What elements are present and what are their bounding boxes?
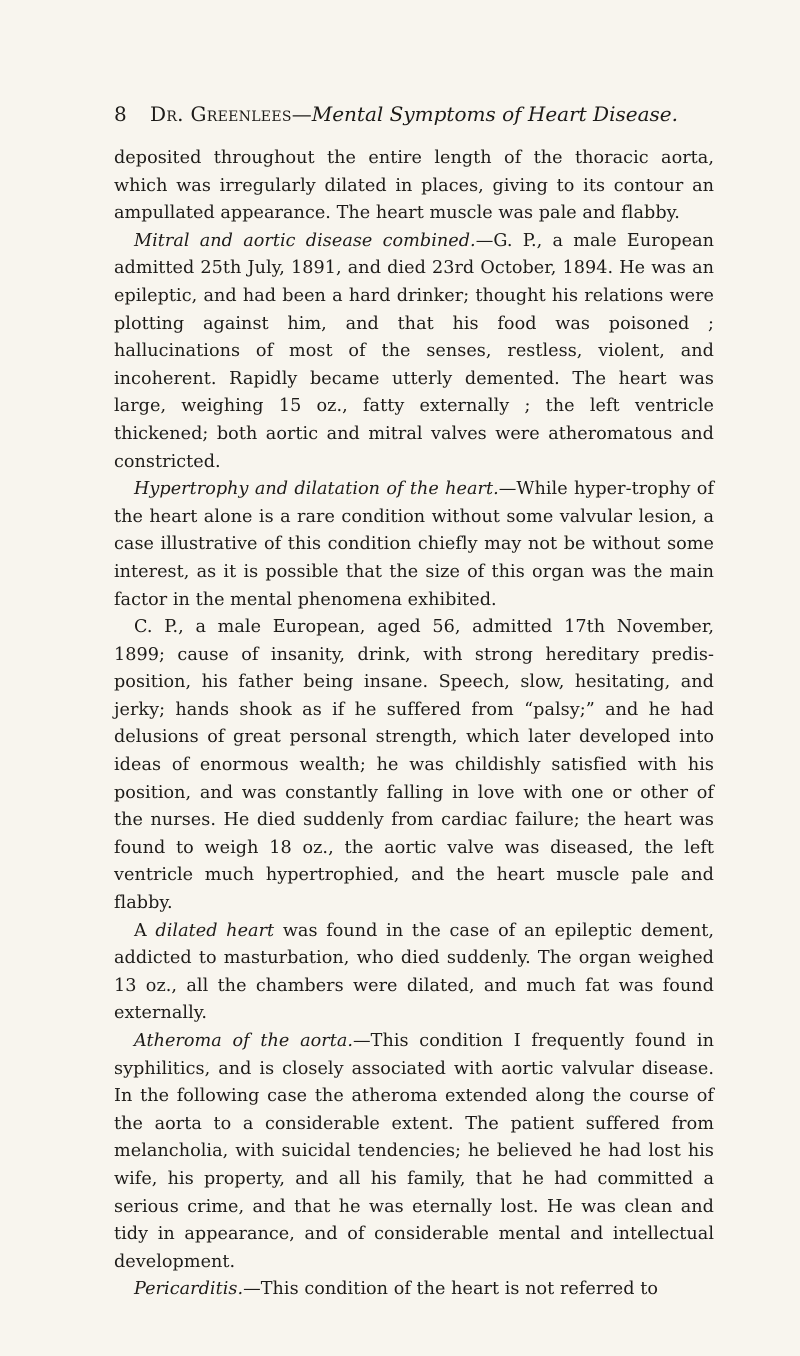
section-heading: Mitral and aortic disease combined. — [134, 230, 476, 251]
running-head — [114, 100, 754, 128]
paragraph-hypertrophy — [114, 476, 714, 614]
paragraph-pericarditis — [114, 1276, 714, 1304]
paragraph-dilated-heart — [114, 918, 714, 1028]
paragraph-continuation — [114, 145, 714, 228]
author-name: Dr. Greenlees — [150, 102, 292, 126]
section-heading: Hypertrophy and dilatation of the heart. — [134, 479, 499, 500]
section-heading: dilated heart — [155, 920, 275, 941]
paragraph-atheroma — [114, 1028, 714, 1276]
paragraph-text: —This condition of the heart is not referred to — [243, 1279, 658, 1300]
paragraph-text: —While hyper-trophy of the heart alone is a rare condition without some valvular lesion, a case illustrative of this condition chiefly may not be without some interest, as it is possible that the size of this organ was the main factor in the mental phenomena exhibited. — [114, 479, 714, 610]
header-separator: — — [291, 102, 312, 126]
paragraph-text: C. P., a male European, aged 56, admitted 17th November, 1899; cause of insanity, drink, with strong hereditary predis-position, his father being insane. Speech, slow, hesitating, and jerky; hands shook as if he suffered from “palsy;” and he had delusions of great personal strength, which later developed into ideas of enormous wealth; he was childishly satisfied with his position, and was constantly falling in love with one or other of the nurses. He died suddenly from cardiac failure; the heart was found to weigh 18 oz., the aortic valve was diseased, the left ventricle much hypertrophied, and the heart muscle pale and flabby. — [114, 617, 714, 914]
article-title: Mental Symptoms of Heart Disease. — [311, 102, 678, 126]
paragraph-text: deposited throughout the entire length of the thoracic aorta, which was irregularly dilated in places, giving to its contour an ampullated appearance. The heart muscle was pale and flabby. — [114, 148, 714, 224]
section-heading: Atheroma of the aorta. — [134, 1031, 354, 1051]
paragraph-mitral-aortic — [114, 228, 714, 476]
paragraph-lead: A — [134, 920, 156, 941]
paragraph-text: —G. P., a male European admitted 25th July, 1891, and died 23rd October, 1894. He was an epileptic, and had been a hard drinker; thought his relations were plotting against him, and that his food was poisoned ; hallucinations of most of the senses, restless, violent, and incoherent. Rapidly became utterly demented. The heart was large, weighing 15 oz., fatty externally ; the left ventricle thickened; both aortic and mitral valves were atheromatous and constricted. — [114, 230, 714, 472]
section-heading: Pericarditis. — [134, 1279, 244, 1300]
body-text — [114, 145, 714, 1304]
paragraph-text: was found in the case of an epileptic dement, addicted to masturbation, who died suddenly. The organ weighed 13 oz., all the chambers were dilated, and much fat was found externally. — [114, 920, 714, 1024]
paragraph-text: —This condition I frequently found in syphilitics, and is closely associated with aortic valvular disease. In the following case the atheroma extended along the course of the aorta to a considerable extent. The patient suffered from melancholia, with suicidal tendencies; he believed he had lost his wife, his property, and all his family, that he had committed a serious crime, and that he was eternally lost. He was clean and tidy in appearance, and of considerable mental and intellectual development. — [114, 1031, 714, 1272]
paragraph-case-cp — [114, 614, 714, 918]
page-number: 8 — [114, 102, 127, 126]
